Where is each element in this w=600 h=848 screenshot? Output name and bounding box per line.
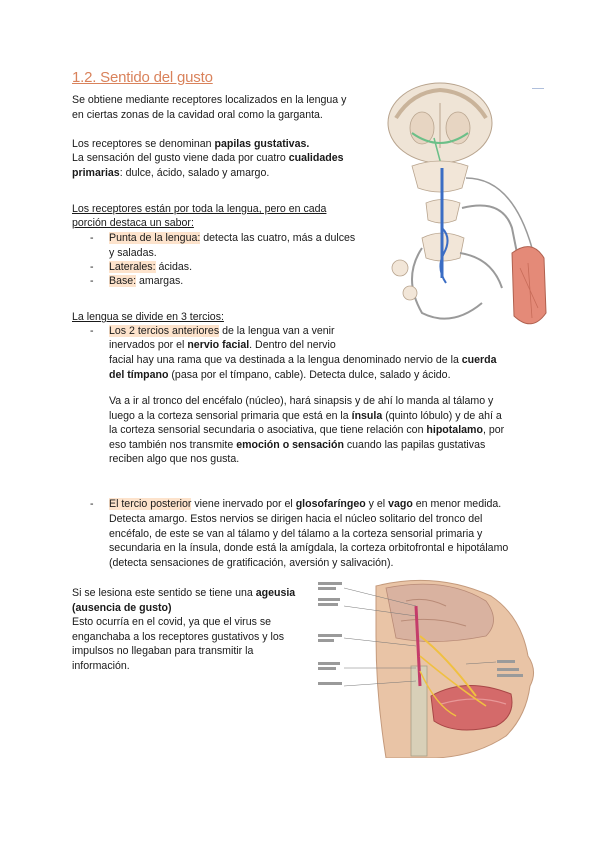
tercio-anterior-text-3: facial hay una rama que va destinada a la lengua denominado nervio de la [109,354,462,366]
receptores-paragraph [72,137,309,152]
tronco-line-4: eso también nos transmite emoción o sensación cuando las papilas gustativas [109,438,486,451]
ageusia-line-2 [72,601,295,616]
lengua-heading-line-1: Los receptores están por toda la lengua, pero en cada [72,203,327,215]
list-dash: - [90,232,94,244]
base-text: amargas. [136,275,184,287]
sensacion-text: La sensación del gusto viene dada por cuatro [72,152,289,164]
tercio-anterior-line-3 [109,353,497,368]
ageusia-line-6: información. [72,659,130,672]
sensacion-line-2 [72,166,269,181]
tercio-posterior-line-5: (detecta sensaciones de gratificación, aversión y salivación). [109,556,394,569]
tercio-anterior-line-2 [109,338,336,353]
ageusia-line-4: enganchaba a los receptores gustativos y los [72,630,285,643]
papilas-gustativas-term: papilas gustativas. [214,138,310,150]
sabores-list: : dulce, ácido, salado y amargo. [119,167,270,179]
cuerda-term: cuerda [461,354,497,366]
laterales-label: Laterales: [109,261,156,273]
tronco-paragraph [109,394,504,467]
vago-term: vago [388,498,413,510]
ageusia-line-1: Si se lesiona este sentido se tiene una ageusia [72,587,296,599]
intro-line-1: Se obtiene mediante receptores localizados en la lengua y [72,94,347,106]
primarias-term: primarias [72,167,120,179]
list-dash: - [90,275,94,287]
tercio-anterior-line-4 [109,368,451,383]
punta-lengua-text-2: y saladas. [109,246,157,259]
emocion-term: emoción o sensación [236,438,344,451]
sensacion-line-1 [72,151,344,166]
nervio-facial-term: nervio facial [187,339,250,351]
ageusia-line-3: Esto ocurría en el covid, ya que el virus se [72,616,272,629]
del-timpano-term: del tímpano [109,369,169,381]
ageusia-line-5: impulsos no llegaban para transmitir la [72,645,254,658]
list-dash: - [90,498,94,510]
hipotalamo-term: hipotalamo [426,424,483,437]
tercio-posterior-label: El tercio posterior [109,498,192,510]
punta-lengua-label: Punta de la lengua: [109,232,201,244]
base-label: Base: [109,275,137,287]
cualidades-term: cualidades [288,152,344,164]
list-dash: - [90,261,94,273]
tercio-posterior-line-4: secundaria en la ínsula, donde está la amígdala, la corteza orbitofrontal e hipotálamo [109,542,509,555]
tercio-posterior-line-2: Detecta amargo. Estos nervios se dirigen hacia el núcleo solitario del tronco del [109,513,483,525]
tercio-anterior-text-1: de la lengua van a venir [219,325,335,337]
laterales-text: ácidas. [155,261,193,273]
tronco-line-5: reciben algo que nos gusta. [109,453,240,466]
tercio-anterior-text-2: inervados por el [109,339,188,351]
tronco-line-2: luego a la corteza sensorial primaria que está en la ínsula (quinto lóbulo) y de ahí a [109,409,502,422]
brain-gustatory-pathway-illustration [382,78,552,338]
tercio-posterior-line-3: encéfalo, de este se van al tálamo y del tálamo a la corteza sensorial primaria y [109,527,483,540]
receptores-text: Los receptores se denominan [72,138,215,150]
corner-mark: —— [532,86,544,92]
lengua-heading-line-2: porción destaca un sabor: [72,217,194,229]
tronco-line-1: Va a ir al tronco del encéfalo (núcleo), hará sinapsis y de ahí lo manda al tálamo y [109,395,494,407]
tercios-anteriores-label: Los 2 tercios anteriores [109,325,220,337]
ageusia-paragraph [72,586,295,674]
section-title: 1.2. Sentido del gusto [72,69,213,86]
insula-term: ínsula [351,409,383,422]
tercio-anterior-text-4: (pasa por el tímpano, cable). Detecta dulce, salado y ácido. [168,369,451,381]
punta-lengua-text: detecta las cuatro, más a dulces [200,232,356,244]
ausencia-gusto-term: (ausencia de gusto) [72,601,172,614]
intro-line-2: en ciertas zonas de la cavidad oral como la garganta. [72,109,323,121]
head-sagittal-taste-nerves-illustration [316,576,546,758]
tercios-heading: La lengua se divide en 3 tercios: [72,311,224,323]
tercio-posterior-body [109,512,508,570]
tronco-line-3: la corteza sensorial secundaria o asociativa, que tiene relación con hipotalamo, por [109,424,505,437]
list-dash: - [90,325,94,337]
tercio-anterior-text-2b: . Dentro del nervio [249,339,336,351]
glosofaringeo-term: glosofaríngeo [295,498,366,510]
ageusia-term: ageusia [255,587,296,599]
